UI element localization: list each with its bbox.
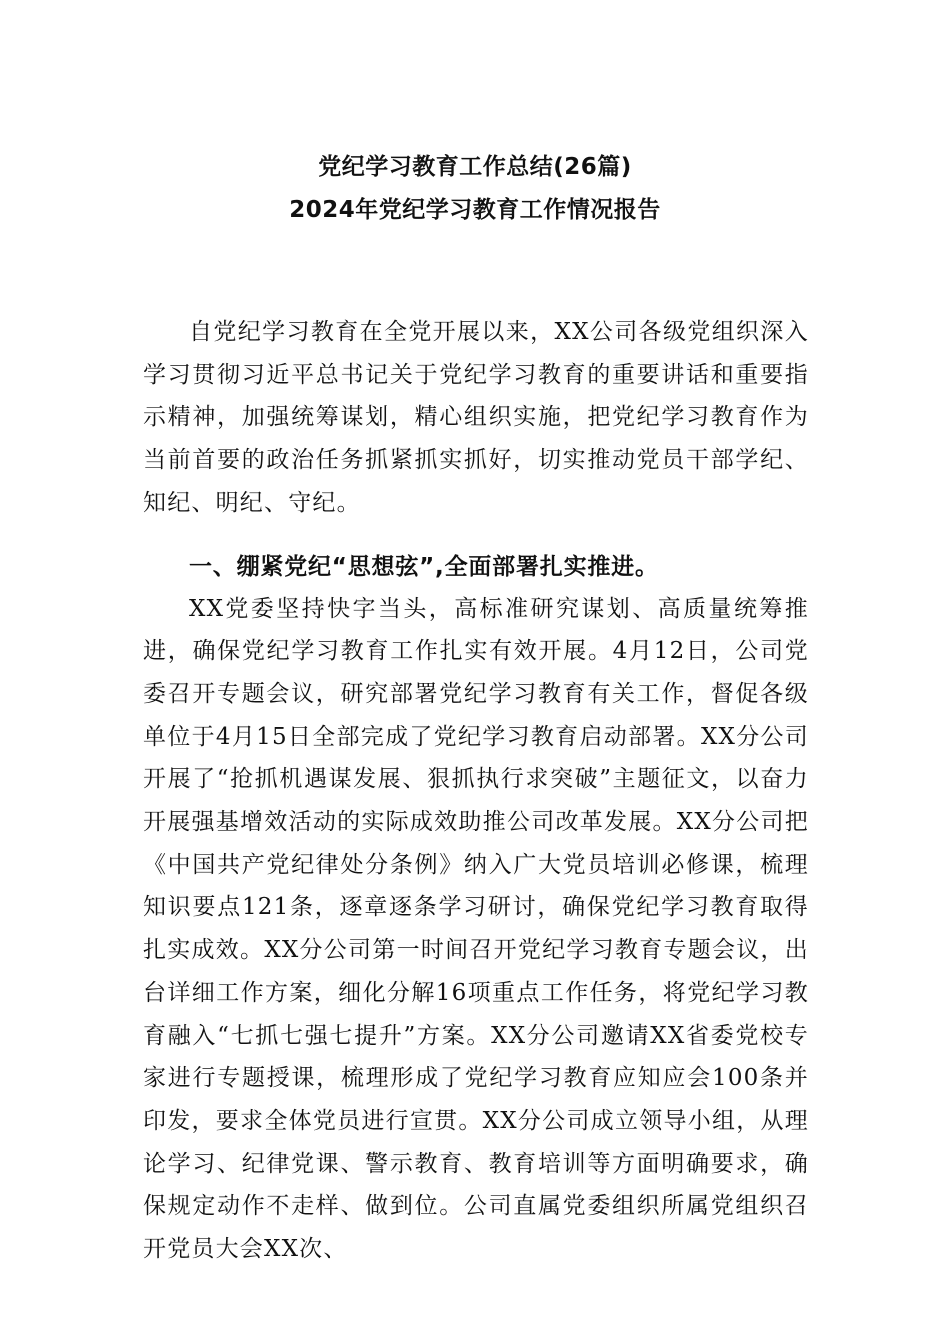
title-line-1: 党纪学习教育工作总结(26篇)	[318, 154, 632, 180]
document-body	[143, 311, 809, 1271]
section-1-paragraph: XX党委坚持快字当头，高标准研究谋划、高质量统筹推进，确保党纪学习教育工作扎实有效开展。4月12日，公司党委召开专题会议，研究部署党纪学习教育有关工作，督促各级单位于4月15日全部完成了党纪学习教育启动部署。XX分公司开展了“抢抓机遇谋发展、狠抓执行求突破”主题征文，以奋力开展强基增效活动的实际成效助推公司改革发展。XX分公司把《中国共产党纪律处分条例》纳入广大党员培训必修课，梳理知识要点121条，逐章逐条学习研讨，确保党纪学习教育取得扎实成效。XX分公司第一时间召开党纪学习教育专题会议，出台详细工作方案，细化分解16项重点工作任务，将党纪学习教育融入“七抓七强七提升”方案。XX分公司邀请XX省委党校专家进行专题授课，梳理形成了党纪学习教育应知应会100条并印发，要求全体党员进行宣贯。XX分公司成立领导小组，从理论学习、纪律党课、警示教育、教育培训等方面明确要求，确保规定动作不走样、做到位。公司直属党委组织所属党组织召开党员大会XX次、	[143, 595, 809, 1263]
intro-paragraph: 自党纪学习教育在全党开展以来，XX公司各级党组织深入学习贯彻习近平总书记关于党纪学习教育的重要讲话和重要指示精神，加强统筹谋划，精心组织实施，把党纪学习教育作为当前首要的政治任务抓紧抓实抓好，切实推动党员干部学纪、知纪、明纪、守纪。	[143, 319, 809, 516]
section-1-heading: 一、绷紧党纪“思想弦”,全面部署扎实推进。	[189, 553, 659, 580]
document-title	[0, 146, 950, 232]
title-line-2: 2024年党纪学习教育工作情况报告	[289, 197, 661, 223]
